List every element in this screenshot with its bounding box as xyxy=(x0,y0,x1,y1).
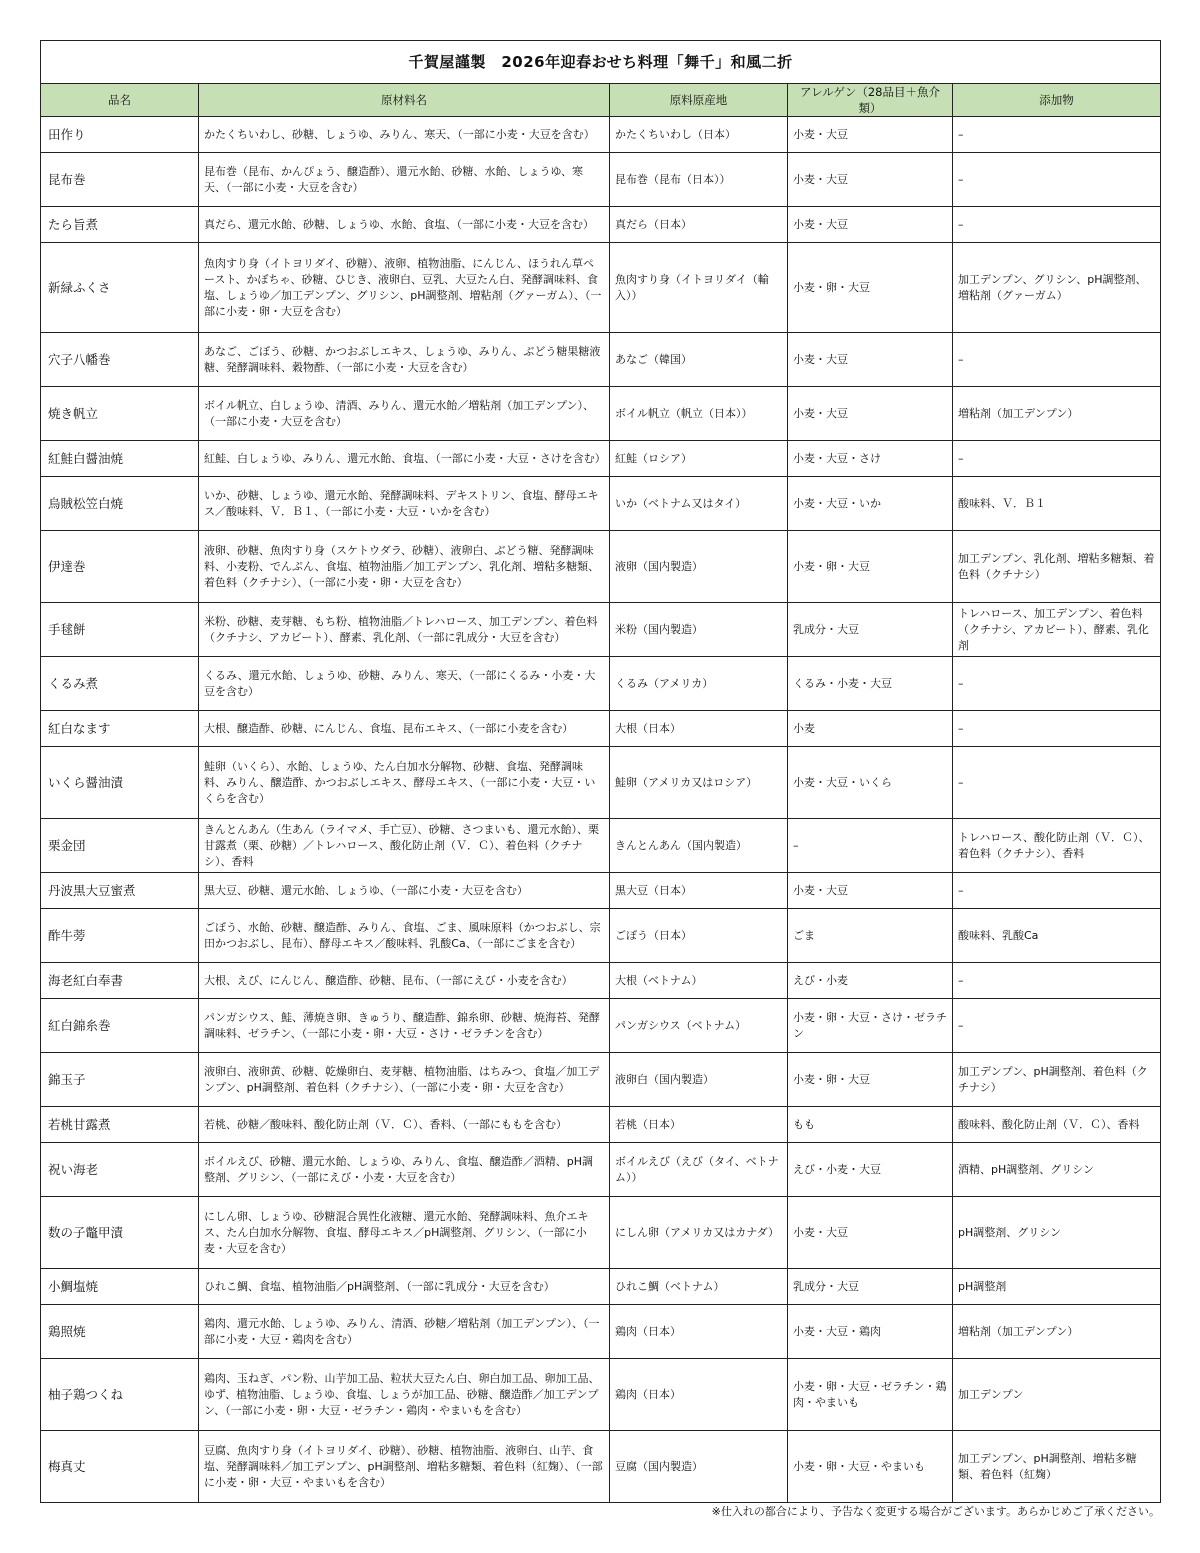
cell-item-name: 祝い海老 xyxy=(41,1143,199,1197)
cell-additives: 酒精、pH調整剤、グリシン xyxy=(953,1143,1161,1197)
cell-allergens: 乳成分・大豆 xyxy=(788,1269,953,1305)
table-row xyxy=(41,747,1161,819)
cell-allergens: 小麦・大豆・いか xyxy=(788,477,953,531)
cell-ingredients: ごぼう、水飴、砂糖、醸造酢、みりん、食塩、ごま、風味原料（かつおぶし、宗田かつおぶし、昆布）、酵母エキス／酸味料、乳酸Ca、（一部にごまを含む） xyxy=(199,909,610,963)
cell-origin: 魚肉すり身（イトヨリダイ（輸入）） xyxy=(610,243,788,333)
cell-item-name: 海老紅白奉書 xyxy=(41,963,199,999)
table-row xyxy=(41,1359,1161,1431)
table-row xyxy=(41,909,1161,963)
table-body xyxy=(41,117,1161,1503)
cell-ingredients: ボイル帆立、白しょうゆ、清酒、みりん、還元水飴／増粘剤（加工デンプン）、（一部に小麦・大豆を含む） xyxy=(199,387,610,441)
table-row xyxy=(41,963,1161,999)
cell-origin: 真だら（日本） xyxy=(610,207,788,243)
cell-item-name: 新緑ふくさ xyxy=(41,243,199,333)
cell-additives: 加工デンプン、pH調整剤、増粘多糖類、着色料（紅麹） xyxy=(953,1431,1161,1503)
cell-origin: 鶏肉（日本） xyxy=(610,1305,788,1359)
table-row xyxy=(41,441,1161,477)
cell-origin: ごぼう（日本） xyxy=(610,909,788,963)
cell-additives: 増粘剤（加工デンプン） xyxy=(953,1305,1161,1359)
cell-item-name: 柚子鶏つくね xyxy=(41,1359,199,1431)
cell-additives: pH調整剤、グリシン xyxy=(953,1197,1161,1269)
cell-origin: ボイルえび（えび（タイ、ベトナム）） xyxy=(610,1143,788,1197)
cell-ingredients: 若桃、砂糖／酸味料、酸化防止剤（Ｖ．Ｃ）、香料、（一部にももを含む） xyxy=(199,1107,610,1143)
cell-allergens: 小麦・卵・大豆・さけ・ゼラチン xyxy=(788,999,953,1053)
cell-ingredients: 昆布巻（昆布、かんぴょう、醸造酢）、還元水飴、砂糖、水飴、しょうゆ、寒天、（一部に小麦・大豆を含む） xyxy=(199,153,610,207)
table-row xyxy=(41,117,1161,153)
cell-origin: 紅鮭（ロシア） xyxy=(610,441,788,477)
cell-additives: トレハロース、加工デンプン、着色料（クチナシ、アカビート）、酵素、乳化剤 xyxy=(953,603,1161,657)
cell-ingredients: 液卵、砂糖、魚肉すり身（スケトウダラ、砂糖）、液卵白、ぶどう糖、発酵調味料、小麦粉、でんぷん、食塩、植物油脂／加工デンプン、乳化剤、増粘多糖類、着色料（クチナシ）、（一部に小麦・卵・大豆を含む） xyxy=(199,531,610,603)
column-header-ingredients: 原材料名 xyxy=(199,84,610,117)
cell-ingredients: 真だら、還元水飴、砂糖、しょうゆ、水飴、食塩、（一部に小麦・大豆を含む） xyxy=(199,207,610,243)
table-row xyxy=(41,387,1161,441)
cell-additives: 増粘剤（加工デンプン） xyxy=(953,387,1161,441)
cell-ingredients: 液卵白、液卵黄、砂糖、乾燥卵白、麦芽糖、植物油脂、はちみつ、食塩／加工デンプン、pH調整剤、着色料（クチナシ）、（一部に小麦・卵・大豆を含む） xyxy=(199,1053,610,1107)
cell-origin: 昆布巻（昆布（日本）） xyxy=(610,153,788,207)
cell-origin: くるみ（アメリカ） xyxy=(610,657,788,711)
cell-ingredients: 鶏肉、玉ねぎ、パン粉、山芋加工品、粒状大豆たん白、卵白加工品、卵加工品、ゆず、植物油脂、しょうゆ、食塩、しょうが加工品、砂糖、醸造酢／加工デンプン、（一部に小麦・卵・大豆・ゼラチン・鶏肉・やまいもを含む） xyxy=(199,1359,610,1431)
table-row xyxy=(41,1143,1161,1197)
cell-item-name: 穴子八幡巻 xyxy=(41,333,199,387)
ingredient-table xyxy=(40,40,1161,1503)
cell-allergens: 小麦・大豆 xyxy=(788,117,953,153)
table-row xyxy=(41,873,1161,909)
cell-additives: 加工デンプン、グリシン、pH調整剤、増粘剤（グァーガム） xyxy=(953,243,1161,333)
cell-additives: – xyxy=(953,999,1161,1053)
cell-origin: あなご（韓国） xyxy=(610,333,788,387)
table-row xyxy=(41,711,1161,747)
cell-ingredients: きんとんあん（生あん（ライマメ、手亡豆）、砂糖、さつまいも、還元水飴）、栗甘露煮（栗、砂糖）／トレハロース、酸化防止剤（Ｖ．Ｃ）、着色料（クチナシ）、香料 xyxy=(199,819,610,873)
cell-allergens: 乳成分・大豆 xyxy=(788,603,953,657)
cell-item-name: 数の子鼈甲漬 xyxy=(41,1197,199,1269)
table-row xyxy=(41,657,1161,711)
cell-ingredients: 魚肉すり身（イトヨリダイ、砂糖）、液卵、植物油脂、にんじん、ほうれん草ペースト、かぼちゃ、砂糖、ひじき、液卵白、豆乳、大豆たん白、発酵調味料、食塩、しょうゆ／加工デンプン、グリシン、pH調整剤、増粘剤（グァーガム）、（一部に小麦・卵・大豆を含む） xyxy=(199,243,610,333)
cell-origin: 黒大豆（日本） xyxy=(610,873,788,909)
cell-item-name: 伊達巻 xyxy=(41,531,199,603)
cell-ingredients: にしん卵、しょうゆ、砂糖混合異性化液糖、還元水飴、発酵調味料、魚介エキス、たん白加水分解物、食塩、酵母エキス／pH調整剤、グリシン、（一部に小麦・大豆を含む） xyxy=(199,1197,610,1269)
cell-additives: pH調整剤 xyxy=(953,1269,1161,1305)
cell-ingredients: かたくちいわし、砂糖、しょうゆ、みりん、寒天、（一部に小麦・大豆を含む） xyxy=(199,117,610,153)
cell-additives: 加工デンプン、pH調整剤、着色料（クチナシ） xyxy=(953,1053,1161,1107)
table-row xyxy=(41,477,1161,531)
cell-item-name: 錦玉子 xyxy=(41,1053,199,1107)
cell-item-name: 田作り xyxy=(41,117,199,153)
table-row xyxy=(41,999,1161,1053)
column-header-origin: 原料原産地 xyxy=(610,84,788,117)
cell-origin: 液卵白（国内製造） xyxy=(610,1053,788,1107)
table-row xyxy=(41,1305,1161,1359)
cell-origin: 大根（日本） xyxy=(610,711,788,747)
column-header-additives: 添加物 xyxy=(953,84,1161,117)
cell-additives: 加工デンプン、乳化剤、増粘多糖類、着色料（クチナシ） xyxy=(953,531,1161,603)
cell-origin: 大根（ベトナム） xyxy=(610,963,788,999)
cell-item-name: 酢牛蒡 xyxy=(41,909,199,963)
cell-origin: 若桃（日本） xyxy=(610,1107,788,1143)
cell-item-name: 手毬餅 xyxy=(41,603,199,657)
table-row xyxy=(41,1269,1161,1305)
cell-allergens: 小麦・卵・大豆 xyxy=(788,1053,953,1107)
cell-allergens: 小麦・大豆 xyxy=(788,207,953,243)
table-row xyxy=(41,1197,1161,1269)
cell-item-name: 小鯛塩焼 xyxy=(41,1269,199,1305)
cell-ingredients: パンガシウス、鮭、薄焼き卵、きゅうり、醸造酢、錦糸卵、砂糖、焼海苔、発酵調味料、ゼラチン、（一部に小麦・卵・大豆・さけ・ゼラチンを含む） xyxy=(199,999,610,1053)
cell-additives: トレハロース、酸化防止剤（Ｖ．Ｃ）、着色料（クチナシ）、香料 xyxy=(953,819,1161,873)
allergen-sheet xyxy=(40,40,1160,1521)
cell-item-name: 丹波黒大豆蜜煮 xyxy=(41,873,199,909)
cell-ingredients: くるみ、還元水飴、しょうゆ、砂糖、みりん、寒天、（一部にくるみ・小麦・大豆を含む） xyxy=(199,657,610,711)
cell-origin: パンガシウス（ベトナム） xyxy=(610,999,788,1053)
cell-origin: 鮭卵（アメリカ又はロシア） xyxy=(610,747,788,819)
cell-additives: – xyxy=(953,711,1161,747)
cell-item-name: たら旨煮 xyxy=(41,207,199,243)
table-row xyxy=(41,1053,1161,1107)
cell-origin: かたくちいわし（日本） xyxy=(610,117,788,153)
cell-item-name: 栗金団 xyxy=(41,819,199,873)
cell-ingredients: いか、砂糖、しょうゆ、還元水飴、発酵調味料、デキストリン、食塩、酵母エキス／酸味料、Ｖ．Ｂ１、（一部に小麦・大豆・いかを含む） xyxy=(199,477,610,531)
cell-item-name: 烏賊松笠白焼 xyxy=(41,477,199,531)
cell-allergens: 小麦・大豆 xyxy=(788,153,953,207)
cell-origin: 米粉（国内製造） xyxy=(610,603,788,657)
cell-additives: 酸味料、Ｖ．Ｂ１ xyxy=(953,477,1161,531)
cell-item-name: くるみ煮 xyxy=(41,657,199,711)
cell-additives: – xyxy=(953,963,1161,999)
cell-allergens: 小麦・卵・大豆 xyxy=(788,243,953,333)
cell-additives: – xyxy=(953,747,1161,819)
cell-allergens: ごま xyxy=(788,909,953,963)
cell-item-name: 紅白なます xyxy=(41,711,199,747)
cell-ingredients: あなご、ごぼう、砂糖、かつおぶしエキス、しょうゆ、みりん、ぶどう糖果糖液糖、発酵調味料、穀物酢、（一部に小麦・大豆を含む） xyxy=(199,333,610,387)
cell-item-name: 紅鮭白醤油焼 xyxy=(41,441,199,477)
cell-allergens: もも xyxy=(788,1107,953,1143)
cell-item-name: 紅白錦糸巻 xyxy=(41,999,199,1053)
cell-origin: 液卵（国内製造） xyxy=(610,531,788,603)
cell-allergens: えび・小麦 xyxy=(788,963,953,999)
column-header-name: 品名 xyxy=(41,84,199,117)
cell-ingredients: 大根、えび、にんじん、醸造酢、砂糖、昆布、（一部にえび・小麦を含む） xyxy=(199,963,610,999)
cell-ingredients: 紅鮭、白しょうゆ、みりん、還元水飴、食塩、（一部に小麦・大豆・さけを含む） xyxy=(199,441,610,477)
cell-allergens: 小麦・卵・大豆 xyxy=(788,531,953,603)
cell-additives: 酸味料、乳酸Ca xyxy=(953,909,1161,963)
table-row xyxy=(41,531,1161,603)
cell-allergens: 小麦・大豆・鶏肉 xyxy=(788,1305,953,1359)
cell-allergens: 小麦 xyxy=(788,711,953,747)
cell-item-name: いくら醤油漬 xyxy=(41,747,199,819)
cell-ingredients: 大根、醸造酢、砂糖、にんじん、食塩、昆布エキス、（一部に小麦を含む） xyxy=(199,711,610,747)
cell-ingredients: ボイルえび、砂糖、還元水飴、しょうゆ、みりん、食塩、醸造酢／酒精、pH調整剤、グリシン、（一部にえび・小麦・大豆を含む） xyxy=(199,1143,610,1197)
cell-item-name: 昆布巻 xyxy=(41,153,199,207)
cell-ingredients: 鮭卵（いくら）、水飴、しょうゆ、たん白加水分解物、砂糖、食塩、発酵調味料、みりん、醸造酢、かつおぶしエキス、酵母エキス、（一部に小麦・大豆・いくらを含む） xyxy=(199,747,610,819)
cell-origin: ボイル帆立（帆立（日本）） xyxy=(610,387,788,441)
cell-allergens: 小麦・大豆 xyxy=(788,873,953,909)
cell-allergens: 小麦・大豆 xyxy=(788,1197,953,1269)
cell-ingredients: 豆腐、魚肉すり身（イトヨリダイ、砂糖）、砂糖、植物油脂、液卵白、山芋、食塩、発酵調味料／加工デンプン、pH調整剤、増粘多糖類、着色料（紅麹）、（一部に小麦・卵・大豆・やまいもを含む） xyxy=(199,1431,610,1503)
cell-origin: 豆腐（国内製造） xyxy=(610,1431,788,1503)
cell-ingredients: 黒大豆、砂糖、還元水飴、しょうゆ、（一部に小麦・大豆を含む） xyxy=(199,873,610,909)
table-row xyxy=(41,1107,1161,1143)
table-row xyxy=(41,243,1161,333)
cell-allergens: 小麦・卵・大豆・やまいも xyxy=(788,1431,953,1503)
table-row xyxy=(41,819,1161,873)
cell-origin: きんとんあん（国内製造） xyxy=(610,819,788,873)
cell-allergens: 小麦・大豆・いくら xyxy=(788,747,953,819)
cell-ingredients: 米粉、砂糖、麦芽糖、もち粉、植物油脂／トレハロース、加工デンプン、着色料（クチナシ、アカビート）、酵素、乳化剤、（一部に乳成分・大豆を含む） xyxy=(199,603,610,657)
cell-additives: – xyxy=(953,873,1161,909)
footnote-area xyxy=(40,1503,1160,1521)
table-row xyxy=(41,603,1161,657)
column-header-allergens: アレルゲン（28品目＋魚介類） xyxy=(788,84,953,117)
footnote: ※仕入れの都合により、予告なく変更する場合がございます。あらかじめご了承ください。 xyxy=(711,1505,1160,1518)
cell-item-name: 若桃甘露煮 xyxy=(41,1107,199,1143)
cell-additives: – xyxy=(953,657,1161,711)
cell-additives: – xyxy=(953,117,1161,153)
table-row xyxy=(41,333,1161,387)
cell-additives: – xyxy=(953,333,1161,387)
cell-origin: いか（ベトナム又はタイ） xyxy=(610,477,788,531)
cell-allergens: 小麦・大豆 xyxy=(788,387,953,441)
column-header-row xyxy=(41,84,1161,117)
cell-additives: 加工デンプン xyxy=(953,1359,1161,1431)
cell-additives: – xyxy=(953,441,1161,477)
cell-additives: – xyxy=(953,153,1161,207)
cell-origin: ひれこ鯛（ベトナム） xyxy=(610,1269,788,1305)
cell-ingredients: ひれこ鯛、食塩、植物油脂／pH調整剤、（一部に乳成分・大豆を含む） xyxy=(199,1269,610,1305)
table-row xyxy=(41,207,1161,243)
cell-item-name: 焼き帆立 xyxy=(41,387,199,441)
table-row xyxy=(41,153,1161,207)
cell-additives: 酸味料、酸化防止剤（Ｖ．Ｃ）、香料 xyxy=(953,1107,1161,1143)
cell-allergens: 小麦・大豆・さけ xyxy=(788,441,953,477)
cell-allergens: えび・小麦・大豆 xyxy=(788,1143,953,1197)
cell-item-name: 鶏照焼 xyxy=(41,1305,199,1359)
cell-origin: 鶏肉（日本） xyxy=(610,1359,788,1431)
cell-additives: – xyxy=(953,207,1161,243)
cell-item-name: 梅真丈 xyxy=(41,1431,199,1503)
cell-origin: にしん卵（アメリカ又はカナダ） xyxy=(610,1197,788,1269)
cell-allergens: くるみ・小麦・大豆 xyxy=(788,657,953,711)
cell-ingredients: 鶏肉、還元水飴、しょうゆ、みりん、清酒、砂糖／増粘剤（加工デンプン）、（一部に小麦・大豆・鶏肉を含む） xyxy=(199,1305,610,1359)
table-row xyxy=(41,1431,1161,1503)
cell-allergens: 小麦・大豆 xyxy=(788,333,953,387)
page-title: 千賀屋謹製 2026年迎春おせち料理「舞千」和風二折 xyxy=(41,41,1161,84)
cell-allergens: 小麦・卵・大豆・ゼラチン・鶏肉・やまいも xyxy=(788,1359,953,1431)
cell-allergens: – xyxy=(788,819,953,873)
